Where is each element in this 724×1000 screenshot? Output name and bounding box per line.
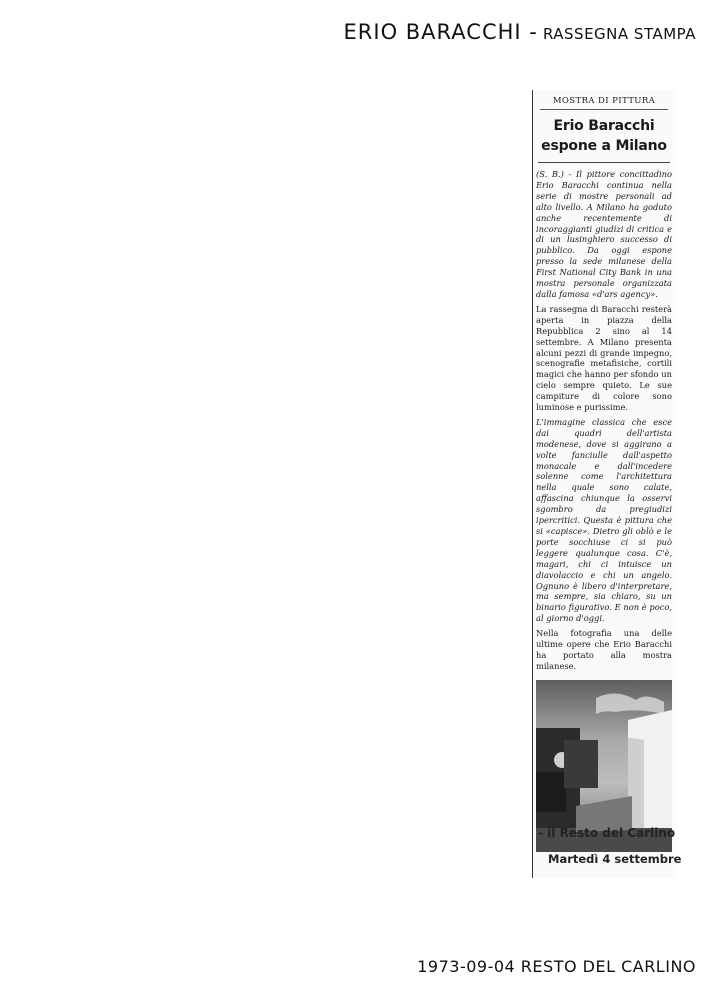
page-header	[344, 20, 696, 44]
column-rule	[532, 90, 533, 878]
clipping-content	[536, 96, 672, 852]
headline-line-1: Erio Baracchi	[553, 118, 655, 134]
article-paragraph-3: L'immagine classica che esce dai quadri dell'artista modenese, dove si aggirano a volte fanciulle dall'aspetto monacale e dall'incedere solenne come l'architettura nella quale sono calate, affascina chiunque la osservi sgombro da pregiudizi ipercritici. Questa è pittura che si «capisce». Dietro gli oblò e le porte socchiuse ci si può leggere qualunque cosa. C'è, magari, chi ci intuisce un diavolaccio e chi un angelo. Ognuno è libero d'interpretare, ma sempre, sia chiaro, su un binario figurativo. E non è poco, al giorno d'oggi.	[536, 416, 672, 624]
newspaper-clipping	[532, 90, 676, 878]
headline-line-2: espone a Milano	[541, 138, 667, 154]
newspaper-source: - il Resto del Carlino	[538, 826, 676, 840]
article-paragraph-1: (S. B.) - Il pittore concittadino Erio Baracchi continua nella serie di mostre personali ad alto livello. A Milano ha goduto anche recentemente di incoraggianti giudizi di critica e di un lusinghiero successo di pubblico. Da oggi espone presso la sede milanese della First National City Bank in una mostra personale organizzata dalla famosa «d'ars agency».	[536, 169, 672, 299]
article-paragraph-2: La rassegna di Baracchi resterà aperta in piazza della Repubblica 2 sino al 14 settembre. A Milano presenta alcuni pezzi di grande impegno, scenografie metafisiche, cortili magici che hanno per sfondo un cielo sempre quieto. Le sue campiture di colore sono luminose e purissime.	[536, 303, 672, 413]
page-footer: 1973-09-04 RESTO DEL CARLINO	[417, 957, 696, 976]
article-kicker: MOSTRA DI PITTURA	[540, 96, 668, 110]
article-paragraph-4: Nella fotografia una delle ultime opere che Erio Baracchi ha portato alla mostra milanese.	[536, 628, 672, 671]
headline-divider	[538, 162, 670, 163]
publication-date: Martedì 4 settembre	[548, 852, 682, 866]
article-headline	[536, 116, 672, 156]
page-title: ERIO BARACCHI -	[343, 20, 538, 44]
date-divider	[538, 846, 668, 847]
article-body	[536, 169, 672, 672]
page-subtitle: RASSEGNA STAMPA	[542, 25, 696, 43]
